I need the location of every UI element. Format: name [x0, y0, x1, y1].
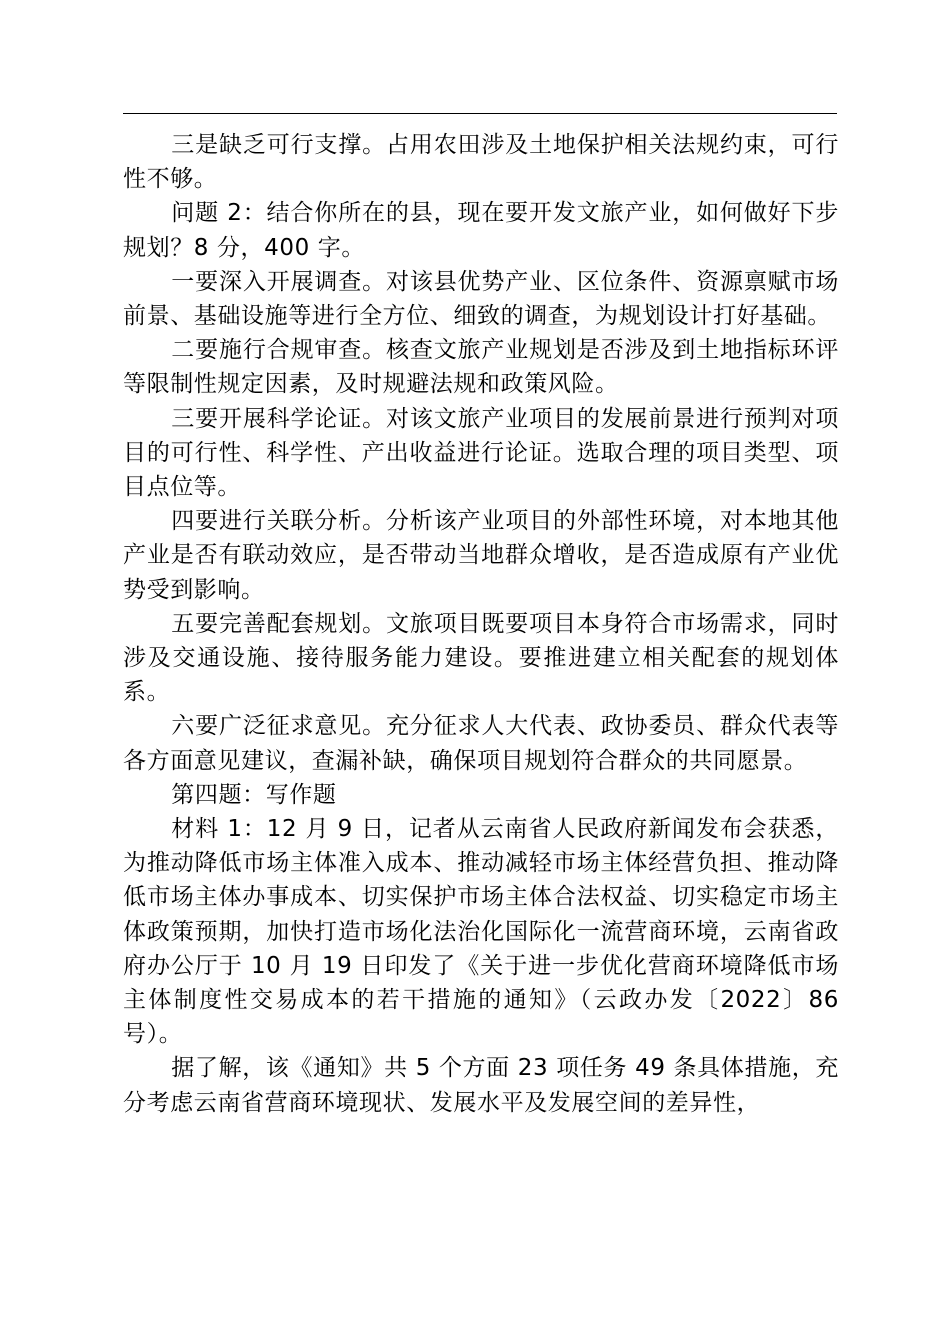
- paragraph: 六要广泛征求意见。充分征求人大代表、政协委员、群众代表等各方面意见建议，查漏补缺，确保项目规划符合群众的共同愿景。: [123, 713, 839, 774]
- section-heading: 第四题：写作题: [171, 781, 337, 808]
- paragraph: 五要完善配套规划。文旅项目既要项目本身符合市场需求，同时涉及交通设施、接待服务能力建设。要推进建立相关配套的规划体系。: [123, 610, 839, 706]
- paragraph: 三要开展科学论证。对该文旅产业项目的发展前景进行预判对项目的可行性、科学性、产出收益进行论证。选取合理的项目类型、项目点位等。: [123, 405, 839, 501]
- paragraph: 一要深入开展调查。对该县优势产业、区位条件、资源禀赋市场前景、基础设施等进行全方位、细致的调查，为规划设计打好基础。: [123, 268, 839, 330]
- paragraph: 问题 2：结合你所在的县，现在要开发文旅产业，如何做好下步规划？8 分，400 字。: [123, 200, 839, 261]
- paragraph: 四要进行关联分析。分析该产业项目的外部性环境，对本地其他产业是否有联动效应，是否带动当地群众增收，是否造成原有产业优势受到影响。: [123, 508, 839, 603]
- paragraph: 三是缺乏可行支撑。占用农田涉及土地保护相关法规约束，可行性不够。: [123, 132, 839, 193]
- header-rule: [123, 113, 837, 114]
- document-body: [123, 128, 839, 1120]
- paragraph: 材料 1：12 月 9 日，记者从云南省人民政府新闻发布会获悉，为推动降低市场主体准入成本、推动减轻市场主体经营负担、推动降低市场主体办事成本、切实保护市场主体合法权益、切实稳定市场主体政策预期，加快打造市场化法治化国际化一流营商环境，云南省政府办公厅于 10 月 19 日印发了《关于进一步优化营商环境降低市场主体制度性交易成本的若干措施的通知》（云政办发〔2022〕86 号）。: [123, 816, 839, 1048]
- paragraph: 据了解，该《通知》共 5 个方面 23 项任务 49 条具体措施，充分考虑云南省营商环境现状、发展水平及发展空间的差异性，: [123, 1055, 839, 1116]
- paragraph: 二要施行合规审查。核查文旅产业规划是否涉及到土地指标环评等限制性规定因素，及时规避法规和政策风险。: [123, 337, 839, 398]
